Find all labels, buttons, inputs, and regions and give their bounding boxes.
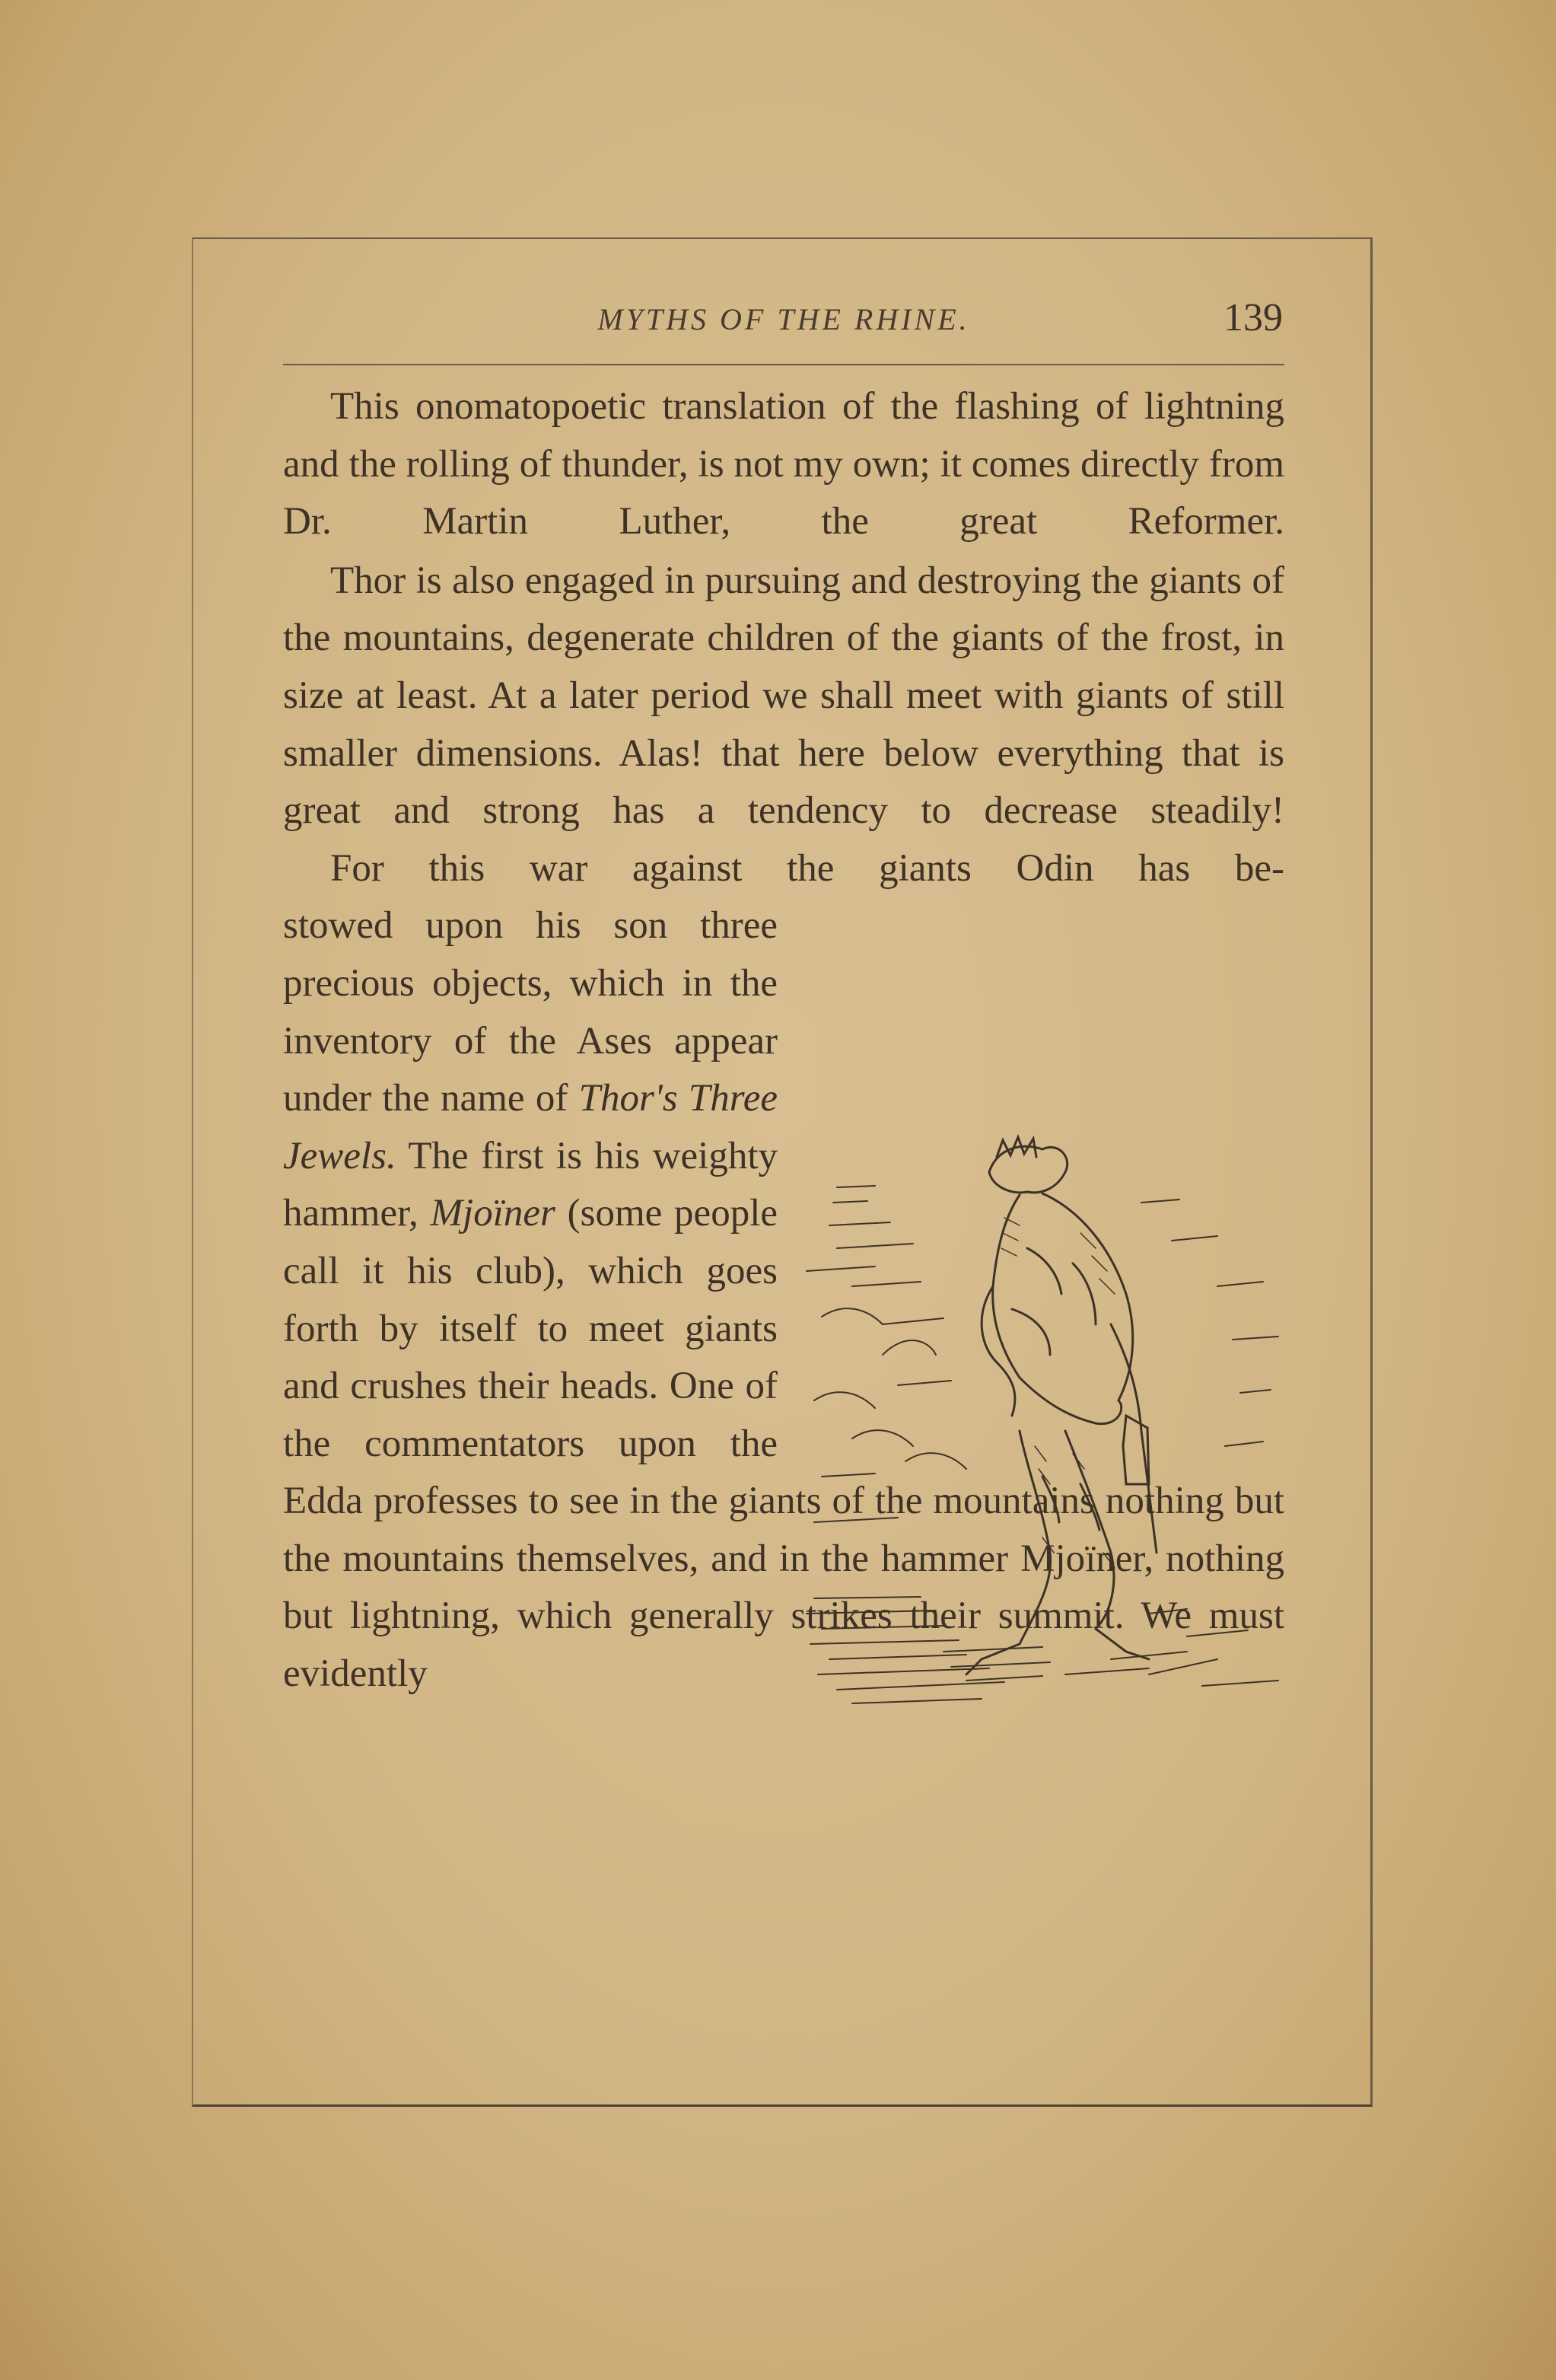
paragraph-3-full-lines: Edda professes to see in the giants of the mountains nothing but the mountains themselves, and in the hammer Mjoïner, nothing but lightning, which generally strikes their summit. We must evidently bbox=[283, 1480, 1284, 1696]
paragraph-3-first-line: For this war against the giants Odin has be- bbox=[330, 846, 1284, 890]
thor-figure bbox=[966, 1137, 1157, 1674]
paragraph-3-wrapped-text bbox=[283, 897, 778, 1473]
thor-hammer-illustration bbox=[791, 1126, 1293, 1728]
cloud-strokes bbox=[807, 1186, 1278, 1522]
wrapped-text-part-2: The first is his weighty hammer, bbox=[283, 1134, 778, 1235]
running-head: MYTHS OF THE RHINE. bbox=[597, 302, 970, 336]
page-number: 139 bbox=[1223, 296, 1283, 339]
paragraph-1: This onomatopoetic translation of the flashing of lightning and the rolling of thunder, is not my own; it comes directly from Dr. Martin Luther, the great Reformer. bbox=[283, 385, 1284, 543]
wrapped-text-part-1: stowed upon his son three precious objects, which in the inventory of the Ases appear under the name of bbox=[283, 904, 778, 1120]
italic-name: Mjoïner bbox=[430, 1192, 555, 1235]
ground-hatching bbox=[807, 1597, 1278, 1703]
paragraph-2: Thor is also engaged in pursuing and destroying the giants of the mountains, degenerate children of the giants of the frost, in size at least. At a later period we shall meet with giants of still smaller dimensions. Alas! that here below everything that is great and strong has a tendency to decrease steadily! bbox=[283, 559, 1284, 833]
italic-title: Thor's Three Jewels. bbox=[283, 1077, 778, 1177]
page-header bbox=[283, 296, 1284, 365]
wrapped-text-part-3: (some people call it his club), which goes forth by itself to meet giants and crushes their heads. One of the commentators upon the bbox=[283, 1192, 778, 1465]
